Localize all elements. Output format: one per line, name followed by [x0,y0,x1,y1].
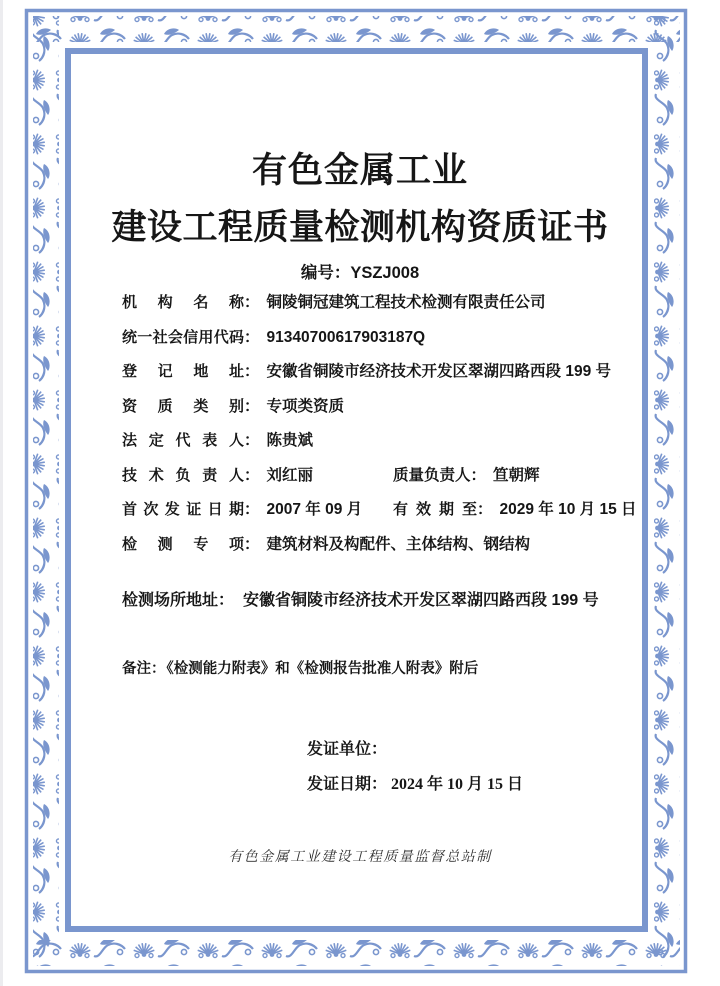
field-col2-quality-manager [393,459,540,494]
field-colon: ： [244,466,260,484]
field-label: 质量负责人 [393,466,471,484]
serial-number-line [0,259,720,283]
issuing-authority-line [307,736,394,759]
issuing-authority-label: 发证单位 [307,741,372,758]
field-col2-valid-until [393,493,637,528]
certificate-title-line2: 建设工程质量检测机构资质证书 [111,208,609,247]
field-colon: ： [244,501,260,518]
field-row-technical-manager [122,459,611,494]
field-colon: ： [470,466,487,484]
field-label: 统一社会信用代码 [122,328,244,346]
serial-value: YSZJ008 [350,264,420,282]
certificate-title-line1: 有色金属工业 [251,151,468,190]
field-rows [122,286,637,562]
serial-colon: ： [333,264,351,282]
field-row-qualification-category [122,390,611,425]
field-value: 建筑材料及构配件、主体结构、钢结构 [266,535,531,553]
issue-date-value: 2024 年 10 月 15 日 [391,776,524,793]
site-address-value: 安徽省铜陵市经济技术开发区翠湖四路西段 199 号 [243,592,599,609]
issuing-authority-colon: ： [371,741,388,758]
field-row-registered-address [122,355,611,390]
field-row-org-name [122,286,611,321]
field-label: 法定代表人 [122,432,244,449]
remark-colon: ： [151,661,166,677]
field-value: 专项类资质 [266,397,345,415]
inspection-site-address-line [122,587,599,610]
field-value: 安徽省铜陵市经济技术开发区翠湖四路西段 199 号 [266,363,611,380]
remark-line [122,657,478,678]
field-colon: ： [244,432,260,449]
site-address-label: 检测场所地址 [122,592,219,609]
field-label: 有效期至 [393,501,477,518]
field-row-legal-representative [122,424,611,459]
printing-authority-footer: 有色金属工业建设工程质量监督总站制 [228,850,492,865]
field-row-inspection-specialties [122,528,611,563]
field-colon: ： [244,397,260,415]
field-colon: ： [244,328,260,346]
field-colon: ： [477,501,493,518]
issue-date-colon: ： [371,776,388,793]
field-value: 陈贵斌 [266,432,314,449]
remark-label: 备注 [122,661,151,677]
site-address-colon: ： [218,592,235,609]
field-colon: ： [244,363,260,380]
field-label: 首次发证日期 [122,501,244,518]
serial-label: 编号 [300,264,334,282]
remark-value: 《检测能力附表》和《检测报告批准人附表》附后 [166,661,479,677]
issue-date-line [307,771,523,794]
field-colon: ： [244,535,260,553]
field-label: 技术负责人 [122,466,244,484]
field-value: 91340700617903187Q [266,328,426,346]
field-value: 刘红丽 [266,466,314,484]
field-label: 检测专项 [122,535,244,553]
field-label: 机构名称 [122,294,244,311]
field-label: 登记地址 [122,363,244,380]
field-row-first-issue-date [122,493,637,528]
field-value: 2029 年 10 月 15 日 [499,501,637,518]
issue-date-label: 发证日期 [307,776,372,793]
field-row-credit-code [122,321,611,356]
field-value: 铜陵铜冠建筑工程技术检测有限责任公司 [266,294,546,311]
field-colon: ： [244,294,260,311]
field-label: 资质类别 [122,397,244,415]
field-value: 笪朝辉 [493,466,540,484]
field-value: 2007 年 09 月 [266,501,363,518]
